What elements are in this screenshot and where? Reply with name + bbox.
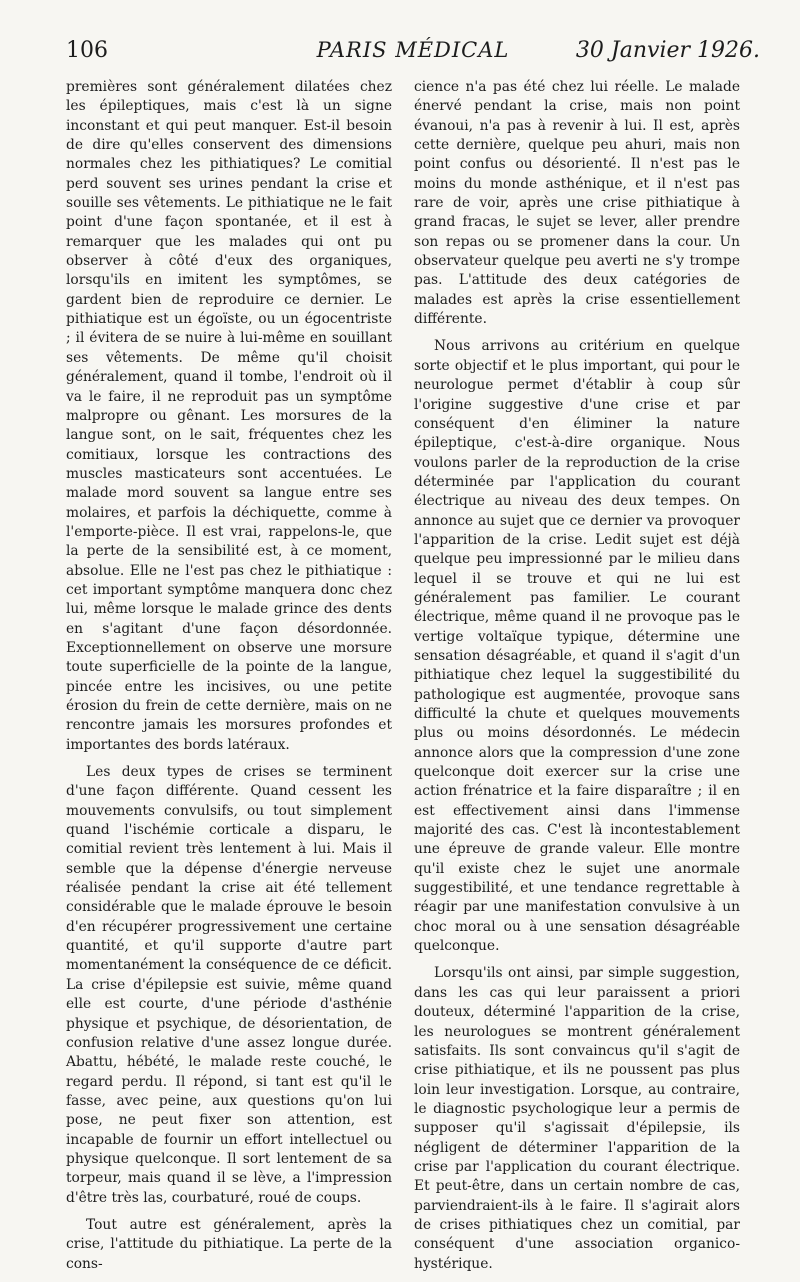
left-column [66, 78, 392, 1282]
paragraph: Tout autre est généralement, après la crise, l'attitude du pithiatique. La perte de la cons- [66, 1216, 392, 1272]
paragraph: Les deux types de crises se terminent d'une façon différente. Quand cessent les mouvements convulsifs, ou tout simplement quand l'ischémie corticale a disparu, le comitial revient très lentement à lui. Mais il semble que la dépense d'énergie nerveuse réalisée pendant la crise ait été tellement considérable que le malade éprouve le besoin d'en récupérer progressivement une certaine quantité, et qu'il supporte d'autre part momentanément la conséquence de ce déficit. La crise d'épilepsie est suivie, même quand elle est courte, d'une période d'asthénie physique et psychique, de désorientation, de confusion relative d'une assez longue durée. Abattu, hébété, le malade reste couché, le regard perdu. Il répond, si tant est qu'il le fasse, avec peine, aux questions qu'on lui pose, ne peut fixer son attention, est incapable de fournir un effort intellectuel ou physique quelconque. Il sort lentement de sa torpeur, mais quand il se lève, a l'impression d'être très las, courbaturé, roué de coups. [66, 764, 392, 1206]
paragraph: Lorsqu'ils ont ainsi, par simple suggestion, dans les cas qui leur paraissent a priori douteux, déterminé l'apparition de la crise, les neurologues se montrent généralement satisfaits. Ils sont convaincus qu'il s'agit de crise pithiatique, et ils ne poussent pas plus loin leur investigation. Lorsque, au contraire, le diagnostic psychologique leur a permis de supposer qu'il s'agissait d'épilepsie, ils négligent de déterminer l'apparition de la crise par l'application du courant électrique. Et peut-être, dans un certain nombre de cas, parviendraient-ils à le faire. Il s'agirait alors de crises pithiatiques chez un comitial, par conséquent d'une association organico-hystérique. [414, 965, 740, 1272]
paragraph: Nous arrivons au critérium en quelque sorte objectif et le plus important, qui pour le neurologue permet d'établir à coup sûr l'origine suggestive d'une crise et par conséquent d'en éliminer la nature épileptique, c'est-à-dire organique. Nous voulons parler de la reproduction de la crise déterminée par l'application du courant électrique au niveau des deux tempes. On annonce au sujet que ce dernier va provoquer l'apparition de la crise. Ledit sujet est déjà quelque peu impressionné par le milieu dans lequel il se trouve et qui ne lui est généralement pas familier. Le courant électrique, même quand il ne provoque pas le vertige voltaïque typique, détermine une sensation désagréable, et quand il s'agit d'un pithiatique chez lequel la suggestibilité du pathologique est augmentée, provoque sans difficulté la chute et quelques mouvements plus ou moins désordonnés. Le médecin annonce alors que la compression d'une zone quelconque doit exercer sur la crise une action frénatrice et la faire disparaître ; il en est effectivement ainsi dans l'immense majorité des cas. C'est là incontestablement une épreuve de grande valeur. Elle montre qu'il existe chez le sujet une anormale suggestibilité, et une tendance regrettable à réagir par une manifestation convulsive à un choc moral ou à une sensation désagréable quelconque. [414, 338, 740, 955]
paragraph: cience n'a pas été chez lui réelle. Le malade énervé pendant la crise, mais non point évanoui, n'a pas à revenir à lui. Il est, après cette dernière, quelque peu ahuri, mais non point confus ou désorienté. Il n'est pas le moins du monde asthénique, et il n'est pas rare de voir, après une crise pithiatique à grand fracas, le sujet se lever, aller prendre son repas ou se promener dans la cour. Un observateur quelque peu averti ne s'y trompe pas. L'attitude des deux catégories de malades est après la crise essentiellement différente. [414, 79, 740, 328]
paragraph: premières sont généralement dilatées chez les épileptiques, mais c'est là un signe inconstant et qui peut manquer. Est-il besoin de dire qu'elles conservent des dimensions normales chez les pithiatiques? Le comitial perd souvent ses urines pendant la crise et souille ses vêtements. Le pithiatique ne le fait point d'une façon spontanée, et il est à remarquer que les malades qui ont pu observer à côté d'eux des organiques, lorsqu'ils en imitent les symptômes, se gardent bien de reproduire ce dernier. Le pithiatique est un égoïste, ou un égocentriste ; il évitera de se nuire à lui-même en souillant ses vêtements. De même qu'il choisit généralement, quand il tombe, l'endroit où il va le faire, il ne reproduit pas un symptôme malpropre ou gênant. Les morsures de la langue sont, on le sait, fréquentes chez les comitiaux, lorsque les contractions des muscles masticateurs sont accentuées. Le malade mord souvent sa langue entre ses molaires, et parfois la déchiquette, comme à l'emporte-pièce. Il est vrai, rappelons-le, que la perte de la sensibilité est, à ce moment, absolue. Elle ne l'est pas chez le pithiatique : cet important symptôme manquera donc chez lui, même lorsque le malade grince des dents en s'agitant d'une façon désordonnée. Exceptionnellement on observe une morsure toute superficielle de la pointe de la langue, pincée entre les incisives, ou une petite érosion du frein de cette dernière, mais on ne rencontre jamais les morsures profondes et importantes des bords latéraux. [66, 79, 392, 753]
journal-title: PARIS MÉDICAL [316, 38, 510, 62]
page-header [66, 38, 760, 68]
issue-date: 30 Janvier 1926. [575, 38, 760, 63]
right-column [414, 78, 740, 1282]
page-number: 106 [66, 38, 108, 63]
